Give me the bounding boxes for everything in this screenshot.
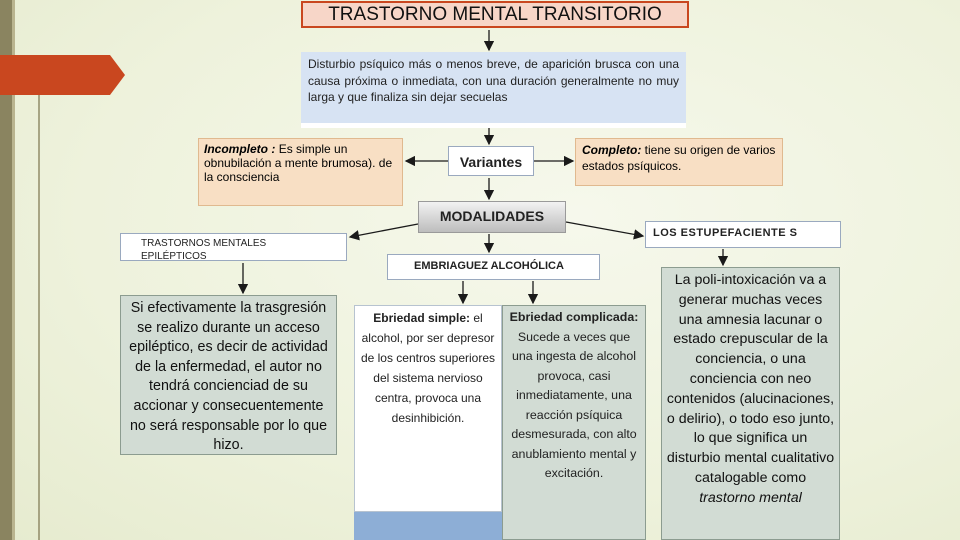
variantes-node: Variantes	[448, 146, 534, 176]
incompleto-box	[198, 138, 403, 206]
complicada-label: Ebriedad complicada:	[509, 310, 639, 324]
estupefacientes-node: LOS ESTUPEFACIENTE S	[645, 221, 841, 248]
completo-text: tiene su origen de varios estados psíquicos.	[582, 143, 776, 173]
ebriedad-simple-box	[354, 305, 502, 512]
poli-intoxicacion-box	[661, 267, 840, 540]
completo-label: Completo:	[582, 143, 642, 157]
simple-label: Ebriedad simple:	[373, 311, 470, 325]
epileptic-description: Si efectivamente la trasgresión se realizo durante un acceso epiléptico, es decir de actividad de la enfermedad, el autor no tendrá concienciad de su accionar y consecuentemente no será responsable por lo que hizo.	[120, 295, 337, 455]
trastornos-epilepticos-node: TRASTORNOS MENTALES EPILÉPTICOS	[120, 233, 347, 261]
simple-text: el alcohol, por ser depresor de los centros superiores del sistema nervioso centra, provoca una desinhibición.	[360, 311, 496, 425]
modalidades-node: MODALIDADES	[418, 201, 566, 233]
definition-box: Disturbio psíquico más o menos breve, de aparición brusca con una causa próxima o inmediata, con una duración generalmente no muy larga y que finaliza sin dejar secuelas	[301, 52, 686, 128]
complicada-text: Sucede a veces que una ingesta de alcohol provoca, casi inmediatamente, una reacción psíquica desmesurada, con alto anublamiento mental y excitación.	[511, 329, 637, 480]
incompleto-label: Incompleto :	[204, 142, 276, 156]
incompleto-text: Es simple un obnubilación a mente brumosa). de la consciencia	[204, 142, 393, 184]
poli-text: La poli-intoxicación va a generar muchas veces una amnesia lacunar o estado crepuscular de la conciencia, o una conciencia con neo contenidos (alucinaciones, o delirio), o todo eso junto, lo que significa un disturbio mental cualitativo catalogable como	[666, 272, 835, 486]
ebriedad-complicada-box	[502, 305, 646, 540]
arrow-modalidades-to-estupefacientes	[566, 222, 643, 236]
diagram-title: TRASTORNO MENTAL TRANSITORIO	[301, 1, 689, 28]
arrow-modalidades-to-epilepticos	[350, 224, 418, 237]
poli-italic-text: trastorno mental	[699, 489, 802, 506]
completo-box	[575, 138, 783, 186]
embriaguez-node: EMBRIAGUEZ ALCOHÓLICA	[387, 254, 600, 280]
